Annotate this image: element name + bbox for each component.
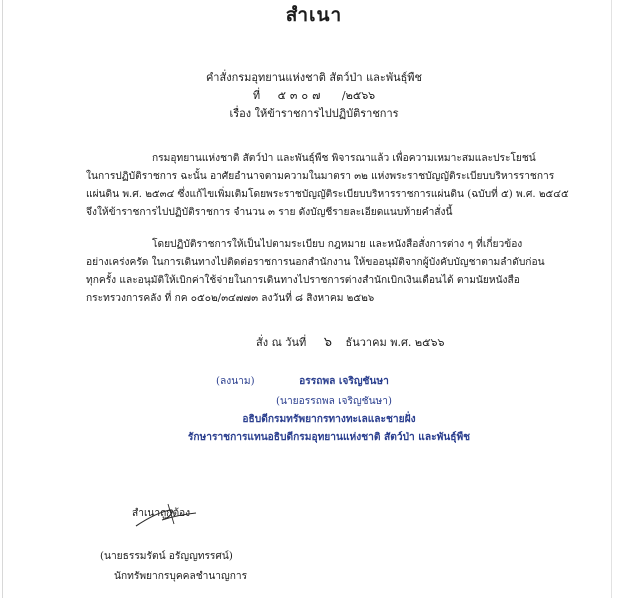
signer-position-1: อธิบดีกรมทรัพยากรทางทะเลและชายฝั่ง bbox=[242, 413, 416, 425]
ordered-label: สั่ง ณ วันที่ bbox=[256, 336, 307, 349]
signer-name: อรรถพล เจริญชันษา bbox=[299, 375, 389, 387]
order-heading: คำสั่งกรมอุทยานแห่งชาติ สัตว์ป่า และพันธุ์พืช bbox=[205, 71, 423, 84]
paragraph-line: จึงให้ข้าราชการไปปฏิบัติราชการ จำนวน ๓ ราย ดังบัญชีรายละเอียดแนบท้ายคำสั่งนี้ bbox=[86, 207, 453, 218]
paragraph-line: กระทรวงการคลัง ที่ กค ๐๕๐๒/๓๔๗๗๓ ลงวันที่ ๘ สิงหาคม ๒๕๒๖ bbox=[86, 293, 375, 304]
certifier-position: นักทรัพยากรบุคคลชำนาญการ bbox=[114, 571, 248, 582]
signer-name-paren: (นายอรรถพล เจริญชันษา) bbox=[276, 396, 392, 407]
certifier-name: (นายธรรมรัตน์ อรัญญทรรศน์) bbox=[100, 551, 233, 562]
paragraph-line: โดยปฏิบัติราชการให้เป็นไปตามระเบียบ กฎหมาย และหนังสือสั่งการต่าง ๆ ที่เกี่ยวข้อง bbox=[152, 239, 523, 250]
signer-position-2: รักษาราชการแทนอธิบดีกรมอุทยานแห่งชาติ สัตว์ป่า และพันธุ์พืช bbox=[187, 431, 471, 443]
order-number-label: ที่ bbox=[252, 89, 261, 102]
paragraph-line: แผ่นดิน พ.ศ. ๒๕๓๔ ซึ่งแก้ไขเพิ่มเติมโดยพระราชบัญญัติระเบียบบริหารราชการแผ่นดิน (ฉบับที่ ๕) พ.ศ. ๒๕๔๕ bbox=[86, 189, 569, 200]
ordered-date-line bbox=[256, 331, 444, 352]
signed-label: (ลงนาม) bbox=[216, 376, 255, 387]
paragraph-1 bbox=[86, 150, 569, 222]
order-number-line bbox=[0, 86, 628, 104]
paragraph-line: กรมอุทยานแห่งชาติ สัตว์ป่า และพันธุ์พืช พิจารณาแล้ว เพื่อความเหมาะสมและประโยชน์ bbox=[152, 153, 536, 164]
order-subject: เรื่อง ให้ข้าราชการไปปฏิบัติราชการ bbox=[229, 107, 399, 120]
order-year: /๒๕๖๖ bbox=[341, 89, 376, 102]
order-number: ๕๓๐๗ bbox=[277, 89, 325, 102]
paragraph-line: ทุกครั้ง และอนุมัติให้เบิกค่าใช้จ่ายในการเดินทางไปราชการต่างสำนักเบิกเงินเดือนได้ ตามนัยหนังสือ bbox=[86, 275, 520, 286]
stamp-title: สำเนา bbox=[285, 4, 343, 26]
certified-label: สำเนาถูกต้อง bbox=[132, 508, 191, 519]
paragraph-line: ในการปฏิบัติราชการ ฉะนั้น อาศัยอำนาจตามความในมาตรา ๓๒ แห่งพระราชบัญญัติระเบียบบริหารราชการ bbox=[86, 171, 555, 182]
paragraph-2 bbox=[86, 236, 556, 308]
certifier-signature bbox=[130, 500, 200, 530]
paragraph-line: อย่างเคร่งครัด ในการเดินทางไปติดต่อราชการนอกสำนักงาน ให้ขออนุมัติจากผู้บังคับบัญชาตามลำดับก่อน bbox=[86, 257, 545, 268]
ordered-day: ๖ bbox=[323, 335, 332, 350]
ordered-date: ธันวาคม พ.ศ. ๒๕๖๖ bbox=[345, 336, 445, 349]
